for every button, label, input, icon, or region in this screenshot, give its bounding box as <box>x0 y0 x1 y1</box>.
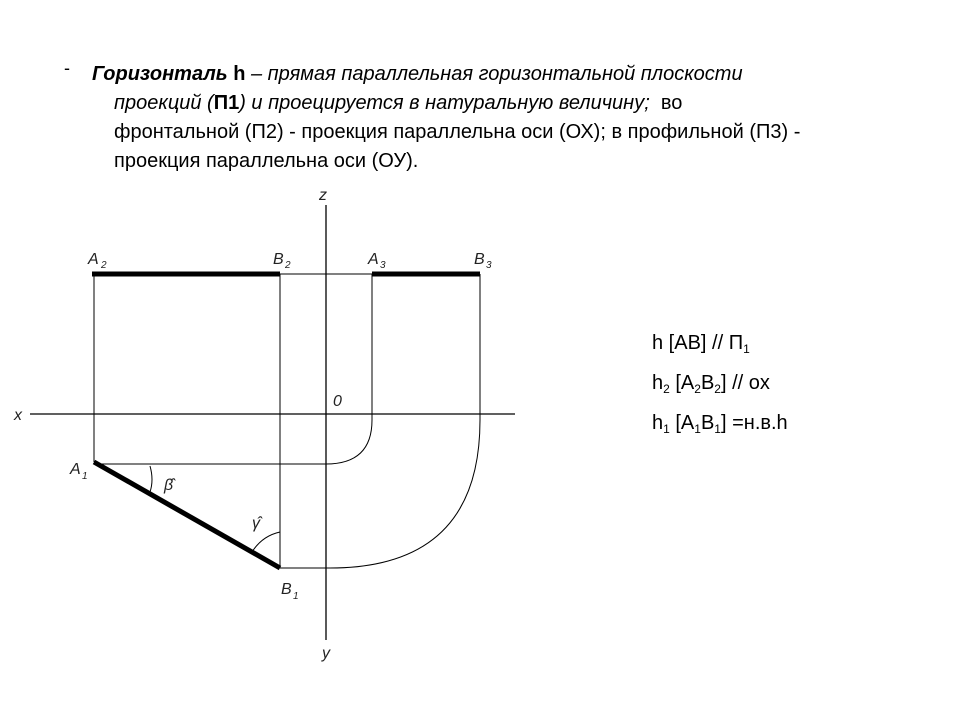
label-a2-sub: 2 <box>101 260 107 271</box>
formula-1-text: h [AB] // П <box>652 332 744 354</box>
axis-x-label: x <box>14 407 22 424</box>
formula-3-h: h <box>652 412 664 434</box>
formula-1 <box>652 326 788 366</box>
text-line-4: проекция параллельна оси (ОУ). <box>114 150 419 172</box>
gamma-angle-arc <box>252 532 280 552</box>
label-a1: A <box>70 461 81 478</box>
label-b1-sub: 1 <box>293 591 299 602</box>
bullet-dash: - <box>64 58 70 78</box>
formula-3-a: [A <box>669 412 695 434</box>
formula-2-tail: ] // ox <box>720 372 770 394</box>
beta-label: β̂ <box>164 477 174 494</box>
axis-y-label: y <box>322 645 330 662</box>
arc-a <box>94 420 372 464</box>
arc-b <box>280 420 480 568</box>
line2-b: П1 <box>213 92 240 114</box>
formula-block <box>652 326 788 446</box>
text-line-3: фронтальной (П2) - проекция параллельна оси (ОХ); в профильной (П3) - <box>114 121 801 143</box>
line2-c: ) и проецируется в натуральную величину; <box>239 92 650 114</box>
label-b3-sub: 3 <box>486 260 492 271</box>
beta-angle-arc <box>150 466 152 492</box>
axis-z-label: z <box>319 187 327 204</box>
label-b1: B <box>281 581 292 598</box>
gamma-label: γ̂ <box>252 515 260 532</box>
label-a3-sub: 3 <box>380 260 386 271</box>
formula-2 <box>652 366 788 406</box>
formula-3-sub2: 1 <box>694 422 701 436</box>
formula-2-b: B <box>700 372 715 394</box>
label-a2: A <box>88 251 99 268</box>
formula-2-h: h <box>652 372 664 394</box>
term-title: Горизонталь <box>92 63 228 85</box>
formula-2-sub3: 2 <box>714 382 721 396</box>
formula-2-a: [A <box>669 372 695 394</box>
formula-2-sub1: 2 <box>663 382 670 396</box>
formula-3 <box>652 406 788 446</box>
label-b3: B <box>474 251 485 268</box>
term-letter: h <box>233 63 246 85</box>
line2-d: во <box>649 92 683 114</box>
formula-3-sub1: 1 <box>663 422 670 436</box>
formula-3-sub3: 1 <box>714 422 721 436</box>
formula-2-sub2: 2 <box>694 382 701 396</box>
formula-3-b: B <box>700 412 715 434</box>
origin-label: 0 <box>333 393 342 410</box>
line2-a: проекций ( <box>114 92 214 114</box>
label-a1-sub: 1 <box>82 471 88 482</box>
line1-rest: – прямая параллельная горизонтальной плоскости <box>245 63 743 85</box>
formula-1-sub: 1 <box>743 342 750 356</box>
label-b2: B <box>273 251 284 268</box>
label-b2-sub: 2 <box>285 260 291 271</box>
formula-3-tail: ] =н.в.h <box>720 412 788 434</box>
label-a3: A <box>368 251 379 268</box>
